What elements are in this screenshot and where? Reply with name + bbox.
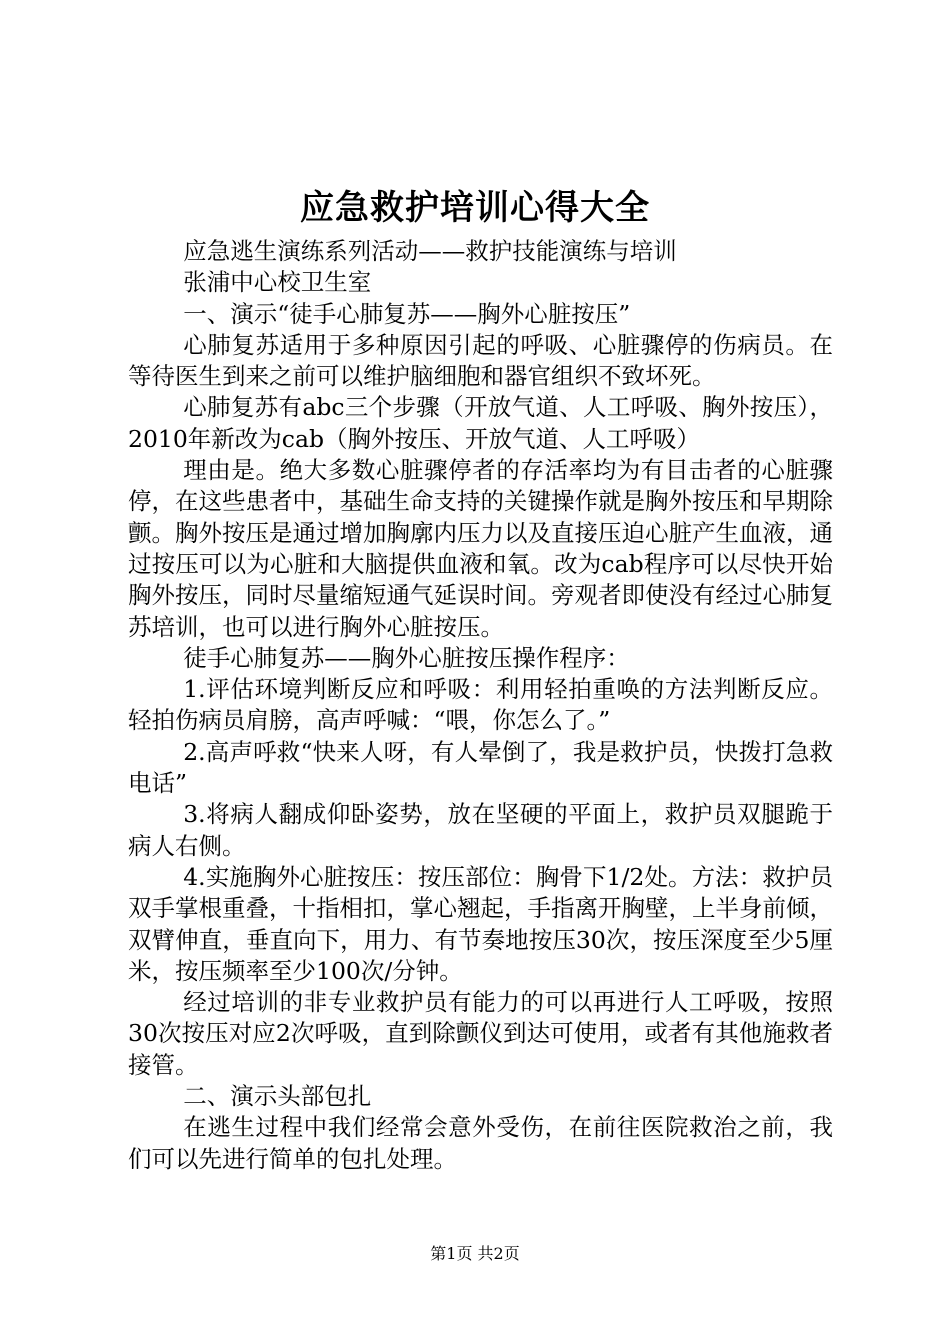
procedure-step-3: 3.将病人翻成仰卧姿势，放在坚硬的平面上，救护员双腿跪于病人右侧。 [128, 800, 833, 860]
procedure-step-1: 1.评估环境判断反应和呼吸：利用轻拍重唤的方法判断反应。轻拍伤病员肩膀，高声呼喊：“喂，你怎么了。” [128, 675, 833, 735]
document-title: 应急救护培训心得大全 [300, 188, 650, 228]
document-body [128, 236, 833, 1175]
procedure-step-2: 2.高声呼救“快来人呀，有人晕倒了，我是救护员，快拨打急救电话” [128, 737, 833, 798]
paragraph-organization: 张浦中心校卫生室 [183, 268, 372, 297]
paragraph-subtitle: 应急逃生演练系列活动——救护技能演练与培训 [183, 237, 677, 265]
section-heading-2: 二、演示头部包扎 [183, 1082, 372, 1111]
paragraph: 心肺复苏适用于多种原因引起的呼吸、心脏骤停的伤病员。在等待医生到来之前可以维护脑细胞和器官组织不致坏死。 [128, 330, 833, 391]
paragraph: 心肺复苏有abc三个步骤（开放气道、人工呼吸、胸外按压），2010年新改为cab（胸外按压、开放气道、人工呼吸） [128, 393, 833, 453]
paragraph: 在逃生过程中我们经常会意外受伤，在前往医院救治之前，我们可以先进行简单的包扎处理。 [128, 1113, 833, 1173]
paragraph: 经过培训的非专业救护员有能力的可以再进行人工呼吸，按照30次按压对应2次呼吸，直到除颤仪到达可使用，或者有其他施救者接管。 [128, 988, 833, 1079]
procedure-heading: 徒手心肺复苏——胸外心脏按压操作程序： [183, 643, 630, 672]
paragraph: 理由是。绝大多数心脏骤停者的存活率均为有目击者的心脏骤停，在这些患者中，基础生命支持的关键操作就是胸外按压和早期除颤。胸外按压是通过增加胸廓内压力以及直接压迫心脏产生血液，通过按压可以为心脏和大脑提供血液和氧。改为cab程序可以尽快开始胸外按压，同时尽量缩短通气延误时间。旁观者即使没有经过心肺复苏培训，也可以进行胸外心脏按压。 [128, 456, 833, 641]
page-number-footer: 第1页 共2页 [430, 1244, 520, 1263]
section-heading-1: 一、演示“徒手心肺复苏——胸外心脏按压” [183, 299, 631, 328]
procedure-step-4: 4.实施胸外心脏按压：按压部位：胸骨下1/2处。方法：救护员双手掌根重叠，十指相扣，掌心翘起，手指离开胸壁，上半身前倾，双臂伸直，垂直向下，用力、有节奏地按压30次，按压深度至少5厘米，按压频率至少100次/分钟。 [128, 862, 833, 985]
